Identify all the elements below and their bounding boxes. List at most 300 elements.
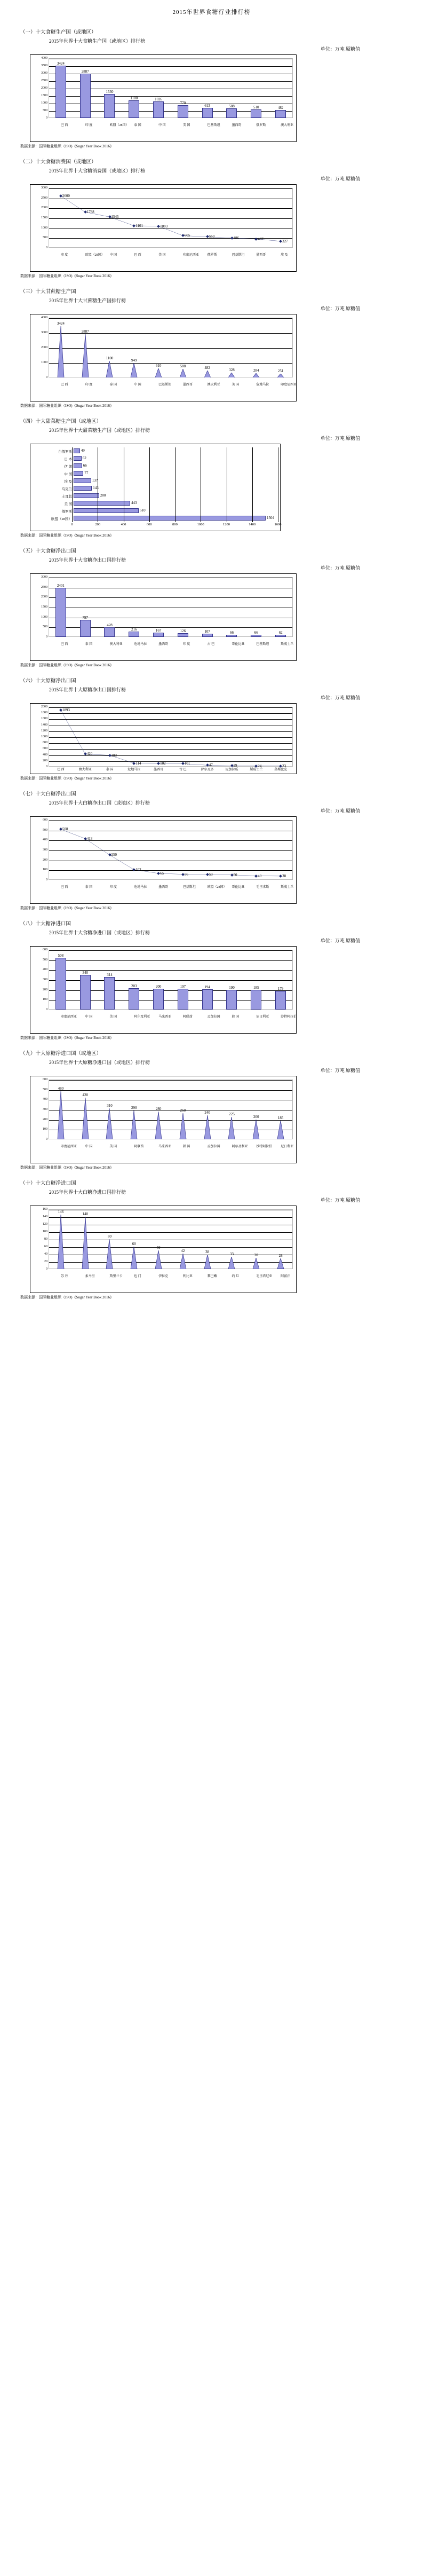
section-spacer	[0, 1171, 423, 1177]
bar	[155, 1106, 162, 1139]
section-spacer	[0, 539, 423, 545]
section-heading: （七）十大白糖净出口国	[20, 792, 76, 797]
data-source-note: 数据来源：国际糖业组织（ISO)《Sugar Year Book 2016》	[20, 906, 114, 910]
plot-area	[33, 577, 294, 637]
x-axis-tick-label: 沙特阿拉伯	[281, 1015, 297, 1019]
hbar-row	[33, 500, 278, 507]
x-axis-tick-label: 尼日利亚	[281, 1145, 294, 1148]
bar-value-label: 3424	[57, 321, 65, 326]
data-point-label: 50	[233, 872, 237, 877]
bars-container	[49, 58, 293, 118]
bar	[130, 358, 138, 377]
bar-value-label: 66	[229, 630, 234, 635]
data-point-label: 24	[258, 763, 262, 768]
hbar-value-label: 443	[131, 501, 137, 505]
y-tick-label: 1600	[41, 717, 47, 721]
x-axis-tick-label: 美 国	[109, 1015, 117, 1019]
section	[0, 28, 423, 155]
data-point-label: 102	[160, 761, 166, 766]
x-axis-tick-label: 阿尔及利亚	[134, 1015, 150, 1019]
y-tick-label: 1800	[41, 711, 47, 715]
bar-value-label: 62	[278, 630, 283, 635]
chart-container	[30, 184, 297, 272]
vertical-bar-chart	[33, 58, 294, 139]
x-axis-tick-label: 危地马拉	[134, 643, 147, 646]
x-axis-tick-label: 印度尼西亚	[60, 1145, 77, 1148]
data-source-note: 数据来源：国际糖业组织（ISO)《Sugar Year Book 2016》	[20, 274, 114, 278]
bar-value-label: 480	[58, 1086, 64, 1091]
section-subtitle: 2015年世界十大食糖净出口国排行榜	[49, 557, 126, 563]
x-axis-tick-label: 印 度	[85, 124, 93, 127]
x-axis-tick-label: 印 度	[60, 254, 68, 257]
y-tick-label: 1000	[41, 226, 47, 230]
y-tick-label: 2000	[41, 86, 47, 90]
x-axis-tick-label: 马来西亚	[158, 1015, 172, 1019]
section-unit-label: 单位：万吨 原糖值	[320, 565, 360, 571]
line-chart	[33, 707, 294, 771]
bar	[202, 103, 213, 118]
hbar-row	[33, 485, 278, 492]
section-unit-label: 单位：万吨 原糖值	[320, 1198, 360, 1203]
x-tick-label: 1200	[223, 523, 230, 526]
x-axis-tick-label: 哥伦比亚	[232, 643, 245, 646]
data-point-label: 508	[62, 827, 68, 832]
x-axis-tick-label: 哥伦比亚	[232, 886, 245, 889]
bar-value-label: 2887	[81, 69, 89, 74]
bar	[252, 1114, 260, 1139]
bars-container	[49, 950, 293, 1010]
bar	[106, 1234, 113, 1269]
x-axis-tick-label: 斯威士兰	[250, 768, 263, 771]
hbar-track	[74, 492, 278, 500]
y-tick-label: 40	[44, 1252, 47, 1256]
y-tick-label: 0	[46, 1138, 47, 1141]
bar-value-label: 508	[58, 954, 64, 958]
bar	[82, 1212, 89, 1269]
bars-container	[49, 1080, 293, 1139]
y-tick-label: 100	[43, 998, 47, 1002]
data-point-label: 56	[184, 872, 188, 877]
x-axis-tick-label: 泰 国	[85, 643, 93, 646]
x-axis-tick-label: 危地马拉	[127, 768, 141, 771]
x-axis-tick-label: 韩 国	[232, 1015, 239, 1019]
y-tick-label: 2500	[41, 585, 47, 589]
y-tick-label: 1000	[41, 615, 47, 619]
bar-value-label: 290	[131, 1105, 137, 1110]
bar-value-label: 260	[180, 1108, 186, 1113]
bars-container	[49, 318, 293, 377]
plot-area	[33, 58, 294, 118]
bar-value-label: 185	[253, 986, 259, 990]
section-subtitle: 2015年世界十大白糖净出口国（或地区）排行榜	[49, 800, 150, 806]
hbar-value-label: 1504	[267, 516, 275, 520]
bar-value-label: 42	[181, 1248, 185, 1253]
x-axis-tick-label: 孟加拉国	[207, 1145, 220, 1148]
data-source-note: 数据来源：国际糖业组织（ISO)《Sugar Year Book 2016》	[20, 1295, 114, 1299]
x-axis-tick-label: 古 巴	[179, 768, 187, 771]
bar	[251, 986, 261, 1010]
y-tick-label: 300	[43, 848, 47, 852]
data-point-label: 605	[184, 233, 190, 238]
section-subtitle: 2015年世界十大原糖净出口国排行榜	[49, 687, 126, 692]
y-axis	[33, 58, 49, 118]
hbar-track	[74, 455, 278, 462]
y-tick-label: 3000	[41, 331, 47, 334]
section	[0, 790, 423, 917]
x-axis-tick-label: 泰 国	[106, 768, 114, 771]
bar-value-label: 328	[229, 367, 235, 372]
bar	[251, 105, 261, 118]
y-axis	[33, 950, 49, 1010]
section-unit-label: 单位：万吨 原糖值	[320, 808, 360, 814]
data-point-label: 1545	[111, 215, 119, 219]
bar-value-label: 797	[82, 616, 88, 620]
bar-value-label: 140	[82, 1212, 88, 1216]
section-unit-label: 单位：万吨 原糖值	[320, 938, 360, 943]
x-axis-tick-label: 欧盟（28国）	[207, 886, 227, 889]
y-tick-label: 3000	[41, 576, 47, 579]
hbar-row	[33, 462, 278, 470]
hbar-category-label: 白俄罗斯	[58, 450, 72, 454]
x-tick-label: 600	[146, 523, 152, 526]
data-source-note: 数据来源：国际糖业组织（ISO)《Sugar Year Book 2016》	[20, 663, 114, 667]
bar	[178, 629, 188, 637]
data-source-note: 数据来源：国际糖业组织（ISO)《Sugar Year Book 2016》	[20, 776, 114, 781]
x-axis-tick-label: 澳大利亚	[78, 768, 92, 771]
bar	[155, 1246, 162, 1269]
bar-value-label: 179	[277, 986, 284, 991]
y-tick-label: 400	[43, 968, 47, 972]
data-point-label: 1083	[160, 224, 168, 229]
x-axis-tick-label: 沙特阿拉伯	[256, 1145, 273, 1148]
y-axis	[33, 188, 49, 248]
bar	[179, 364, 187, 377]
hbar-value-label: 66	[83, 463, 87, 468]
x-axis-tick-label: 印度尼西亚	[60, 1015, 77, 1019]
y-axis	[33, 820, 49, 880]
bar-value-label: 510	[253, 105, 259, 109]
section-unit-label: 单位：万吨 原糖值	[320, 306, 360, 311]
bar-value-label: 200	[155, 984, 162, 989]
hbar-row	[33, 477, 278, 485]
y-tick-label: 600	[43, 747, 47, 751]
hbar-row	[33, 507, 278, 515]
data-point-label: 23	[282, 763, 286, 768]
bar	[275, 105, 286, 118]
hbar-value-label: 200	[100, 493, 106, 498]
bar	[179, 1108, 187, 1139]
bar-value-label: 203	[131, 984, 137, 989]
bar-value-label: 216	[131, 627, 137, 632]
section-subtitle: 2015年世界十大食糖净进口国（或地区）排行榜	[49, 930, 150, 935]
bar	[129, 96, 139, 118]
y-tick-label: 300	[43, 1108, 47, 1111]
section	[0, 1179, 423, 1306]
hbar-category-label: 伊 朗	[64, 464, 72, 469]
data-point-label: 327	[282, 239, 288, 243]
x-axis-tick-label: 黎巴嫩	[207, 1275, 217, 1278]
plot-area	[33, 820, 294, 880]
section	[0, 1049, 423, 1177]
bar	[57, 321, 65, 377]
x-axis-tick-label: 中 国	[85, 1015, 93, 1019]
y-tick-label: 800	[43, 741, 47, 745]
chart-container	[30, 573, 297, 661]
bar-value-label: 314	[107, 973, 113, 978]
section	[0, 547, 423, 674]
plot-area	[33, 1209, 294, 1269]
x-axis-labels	[49, 118, 293, 139]
line-chart	[33, 820, 294, 901]
line-layer	[49, 820, 293, 880]
data-point-label: 38	[282, 873, 286, 878]
hbar	[74, 471, 83, 476]
x-axis-tick-label: 危地马拉	[256, 383, 269, 387]
section-heading: （九）十大原糖净进口国（或地区）	[20, 1051, 102, 1057]
y-tick-label: 100	[43, 868, 47, 872]
bar-value-label: 588	[180, 364, 186, 368]
horizontal-bar-chart	[33, 447, 282, 529]
bar-value-label: 107	[204, 629, 210, 634]
y-tick-label: 0	[46, 765, 47, 768]
x-tick-label: 400	[121, 523, 126, 526]
x-axis-tick-label: 墨西哥	[158, 886, 169, 889]
bar	[55, 954, 66, 1010]
y-tick-label: 200	[43, 1117, 47, 1121]
data-point-label: 29	[233, 763, 237, 768]
line-layer	[49, 188, 293, 248]
hbar-value-label: 510	[140, 508, 146, 513]
x-axis	[71, 522, 282, 529]
x-axis-tick-label: 印 度	[109, 886, 117, 889]
bar	[226, 104, 237, 118]
y-tick-label: 2500	[41, 196, 47, 200]
x-axis-tick-label: 墨西哥	[158, 643, 169, 646]
bar-value-label: 66	[254, 630, 258, 635]
bar	[204, 1110, 211, 1139]
x-tick-label: 800	[172, 523, 178, 526]
bar	[204, 365, 211, 377]
x-axis-tick-label: 毛里求斯	[256, 886, 269, 889]
section-spacer	[0, 912, 423, 917]
x-axis-tick-label: 中 国	[158, 124, 166, 127]
hbar	[74, 516, 266, 521]
y-tick-label: 600	[43, 948, 47, 951]
y-tick-label: 0	[46, 116, 47, 120]
x-axis-tick-label: 中 国	[109, 254, 117, 257]
section-spacer	[0, 150, 423, 155]
x-axis-tick-label: 巴基斯坦	[158, 383, 172, 387]
bar	[80, 970, 91, 1010]
hbar-track	[74, 477, 278, 485]
hbar	[74, 456, 82, 461]
bar-value-label: 190	[229, 985, 235, 990]
data-point-label: 2600	[62, 193, 70, 198]
y-tick-label: 100	[43, 1128, 47, 1131]
x-axis-tick-label: 美 国	[158, 254, 166, 257]
data-point-label: 437	[258, 237, 264, 241]
hbar-track	[74, 447, 278, 455]
y-tick-label: 3000	[41, 186, 47, 190]
section-heading: （十）十大白糖净进口国	[20, 1181, 76, 1186]
data-source-note: 数据来源：国际糖业组织（ISO)《Sugar Year Book 2016》	[20, 1165, 114, 1170]
x-axis-labels	[49, 1010, 297, 1031]
y-tick-label: 300	[43, 978, 47, 981]
data-point-label: 420	[86, 752, 93, 757]
section-unit-label: 单位：万吨 原糖值	[320, 695, 360, 700]
hbar-value-label: 49	[81, 448, 85, 453]
bar-value-label: 225	[229, 1112, 235, 1116]
section-subtitle: 2015年世界十大食糖生产国（或地区）排行榜	[49, 38, 146, 44]
data-point-label: 1101	[135, 223, 143, 228]
bar	[106, 356, 114, 377]
bar	[204, 1250, 211, 1269]
x-axis-tick-label: 美 国	[232, 383, 239, 387]
bar-value-label: 60	[132, 1242, 136, 1246]
document-title: 2015年世界食糖行业排行榜	[172, 9, 251, 15]
bar	[178, 984, 188, 1010]
bar	[80, 616, 91, 637]
section-spacer	[0, 409, 423, 415]
bar	[228, 1251, 235, 1269]
vertical-bar-chart	[33, 577, 294, 658]
bar	[178, 101, 188, 118]
y-tick-label: 1500	[41, 605, 47, 609]
x-axis-tick-label: 俄罗斯	[207, 254, 217, 257]
x-axis-tick-label: 澳大利亚	[207, 383, 220, 387]
hbar	[74, 493, 99, 498]
section-spacer	[0, 1301, 423, 1306]
section-subtitle: 2015年世界十大原糖净进口国（或地区）排行榜	[49, 1060, 150, 1065]
data-source-note: 数据来源：国际糖业组织（ISO)《Sugar Year Book 2016》	[20, 144, 114, 148]
bar-value-label: 33	[229, 1251, 234, 1256]
y-tick-label: 0	[46, 635, 47, 639]
x-axis-tick-label: 索马里	[85, 1275, 95, 1278]
bar-value-label: 949	[131, 358, 137, 363]
hbar	[74, 463, 82, 468]
x-axis-tick-label: 斯威士兰	[281, 886, 294, 889]
x-axis-tick-label: 孟加拉国	[207, 1015, 220, 1019]
bar-value-label: 28	[278, 1254, 283, 1258]
bar	[82, 1092, 89, 1139]
section	[0, 157, 423, 285]
bar-value-label: 610	[155, 363, 162, 368]
data-point-label: 383	[111, 753, 117, 758]
hbar-value-label: 77	[84, 471, 89, 475]
hbar-category-label: 美 国	[64, 502, 72, 506]
y-tick-label: 2500	[41, 79, 47, 82]
data-point-label: 1893	[62, 707, 70, 712]
x-axis-tick-label: 巴 西	[134, 254, 141, 257]
section	[0, 919, 423, 1047]
x-axis-labels	[49, 880, 293, 901]
x-axis-tick-label: 毛里塔尼亚	[256, 1275, 273, 1278]
line-layer	[49, 707, 293, 767]
hbar-row	[33, 470, 278, 477]
data-point-label: 1788	[86, 210, 94, 215]
x-axis-tick-label: 美 国	[109, 1145, 117, 1148]
y-tick-label: 120	[43, 1223, 47, 1226]
bar-value-label: 2887	[81, 329, 89, 334]
data-point-label: 102	[135, 867, 141, 872]
y-tick-label: 20	[44, 1260, 47, 1263]
y-tick-label: 0	[46, 878, 47, 881]
chart-container	[30, 1206, 297, 1293]
bar	[57, 1086, 65, 1139]
x-axis-tick-label: 韩 国	[182, 1145, 190, 1148]
y-tick-label: 160	[43, 1208, 47, 1211]
bar	[252, 1253, 260, 1269]
section-spacer	[0, 669, 423, 674]
bar	[130, 1242, 138, 1269]
hbar-value-label: 137	[92, 478, 98, 483]
x-axis-tick-label: 斯威士兰	[281, 643, 294, 646]
y-tick-label: 3500	[41, 64, 47, 67]
y-tick-label: 1200	[41, 729, 47, 732]
hbar-category-label: 俄罗斯	[61, 509, 72, 514]
hbar-category-label: 中 国	[64, 472, 72, 476]
y-tick-label: 600	[43, 1078, 47, 1081]
y-axis	[33, 1080, 49, 1139]
x-axis-tick-label: 澳大利亚	[281, 124, 294, 127]
hbar-rows	[33, 447, 278, 522]
x-axis-tick-label: 巴 西	[60, 886, 68, 889]
hbar-value-label: 62	[82, 456, 86, 460]
hbar	[74, 501, 130, 506]
y-tick-label: 500	[43, 236, 47, 240]
data-point-label: 486	[233, 235, 239, 240]
y-tick-label: 2000	[41, 595, 47, 599]
x-axis-tick-label: 苏 丹	[60, 1275, 68, 1278]
bar	[153, 628, 164, 637]
hbar	[74, 478, 91, 483]
section-heading: （八）十大糖净进口国	[20, 921, 71, 927]
bar	[275, 986, 286, 1010]
y-tick-label: 1400	[41, 723, 47, 727]
x-axis-tick-label: 萨尔瓦多	[201, 768, 214, 771]
bar-value-label: 194	[204, 984, 210, 989]
hbar-row	[33, 455, 278, 462]
chart-container	[30, 54, 297, 142]
x-axis-tick-label: 约 旦	[232, 1275, 239, 1278]
bar-value-label: 1100	[106, 356, 114, 361]
bar	[179, 1248, 187, 1269]
vertical-bar-chart	[33, 1080, 294, 1161]
plot-area	[33, 318, 294, 377]
y-tick-label: 200	[43, 988, 47, 991]
y-tick-label: 400	[43, 838, 47, 842]
y-tick-label: 500	[43, 625, 47, 629]
data-point-label: 250	[111, 853, 117, 857]
bar-value-label: 420	[82, 1092, 88, 1097]
x-axis-tick-label: 伊拉克	[158, 1275, 169, 1278]
section-unit-label: 单位：万吨 原糖值	[320, 436, 360, 441]
x-axis-labels	[49, 1139, 293, 1161]
y-axis	[33, 1209, 49, 1269]
bar-value-label: 167	[155, 628, 162, 633]
plot-area	[33, 188, 294, 248]
section-spacer	[0, 1042, 423, 1047]
plot-area	[33, 950, 294, 1010]
section-spacer	[0, 280, 423, 285]
y-tick-label: 2000	[41, 346, 47, 349]
bars-container	[49, 577, 293, 637]
x-axis-tick-label: 泰 国	[85, 886, 93, 889]
hbar-value-label: 143	[93, 486, 99, 490]
bar-value-label: 240	[204, 1110, 210, 1115]
x-axis-tick-label: 泰 国	[109, 383, 117, 387]
bar	[277, 1116, 284, 1139]
